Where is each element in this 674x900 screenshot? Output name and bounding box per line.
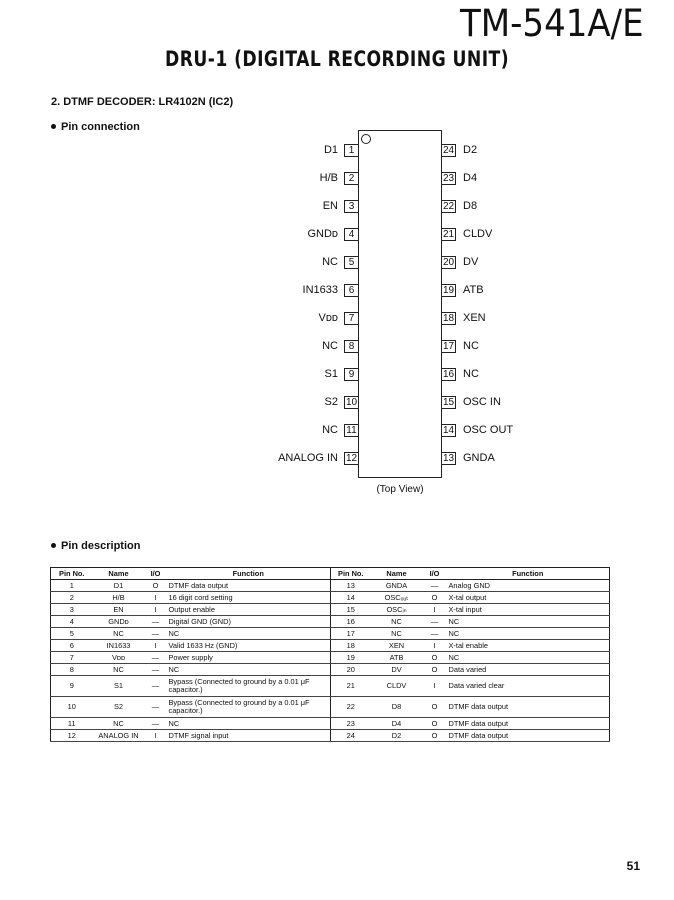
table-cell: X-tal output — [447, 592, 610, 604]
ic-pin-label: ATB — [463, 284, 484, 296]
ic-pin-3: 3 — [344, 200, 358, 213]
table-cell: D1 — [93, 580, 145, 592]
ic-pin-14: 14 — [442, 425, 455, 436]
table-cell: ANALOG IN — [93, 730, 145, 742]
ic-pin-label: NC — [322, 340, 338, 352]
table-cell: ATB — [371, 652, 423, 664]
top-view-label: (Top View) — [376, 484, 424, 495]
table-cell: D4 — [371, 718, 423, 730]
table-cell: OSCᵢₙ — [371, 604, 423, 616]
table-cell: 14 — [331, 592, 371, 604]
col-header: I/O — [145, 568, 167, 580]
table-cell: 21 — [331, 676, 371, 697]
ic-pin-13: 13 — [442, 453, 455, 464]
ic-pin-label: GNDA — [463, 452, 495, 464]
ic-pin-label: S1 — [324, 368, 338, 380]
table-cell: Bypass (Connected to ground by a 0.01 μF capacitor.) — [167, 697, 331, 718]
table-cell: NC — [167, 628, 331, 640]
table-cell: NC — [447, 652, 610, 664]
table-cell: 5 — [51, 628, 93, 640]
table-cell: — — [145, 652, 167, 664]
table-cell: 7 — [51, 652, 93, 664]
table-cell: 3 — [51, 604, 93, 616]
table-cell: NC — [93, 664, 145, 676]
table-row — [51, 580, 610, 592]
ic-pin-label: NC — [322, 256, 338, 268]
table-cell: NC — [93, 628, 145, 640]
ic-pin-2: 2 — [344, 172, 358, 185]
table-cell: O — [423, 697, 447, 718]
ic-pin-7: 7 — [344, 312, 358, 325]
table-cell: Output enable — [167, 604, 331, 616]
table-row — [51, 676, 610, 697]
table-cell: Vᴅᴅ — [93, 652, 145, 664]
ic-pin-6: 6 — [344, 284, 358, 297]
ic-pin-label: CLDV — [463, 228, 493, 240]
table-cell: NC — [371, 628, 423, 640]
ic-pin-label: D2 — [463, 144, 478, 156]
ic-pin-19: 19 — [442, 285, 455, 296]
table-cell: Data varied clear — [447, 676, 610, 697]
table-row — [51, 616, 610, 628]
table-cell: 2 — [51, 592, 93, 604]
table-cell: Digital GND (GND) — [167, 616, 331, 628]
ic-pin-label: IN1633 — [302, 284, 338, 296]
table-cell: O — [145, 580, 167, 592]
ic-pin-label: NC — [463, 340, 479, 352]
table-cell: D2 — [371, 730, 423, 742]
table-cell: XEN — [371, 640, 423, 652]
ic-pin-1: 1 — [344, 144, 358, 157]
table-cell: I — [423, 676, 447, 697]
ic-pin-5: 5 — [344, 256, 358, 269]
table-cell: 20 — [331, 664, 371, 676]
table-row — [51, 697, 610, 718]
table-cell: 11 — [51, 718, 93, 730]
col-header: Name — [371, 568, 423, 580]
table-cell: — — [145, 697, 167, 718]
pin-connection-label: Pin connection — [61, 121, 140, 133]
table-cell: — — [145, 628, 167, 640]
table-cell: OSCₒᵤₜ — [371, 592, 423, 604]
table-cell: — — [145, 664, 167, 676]
ic-pin-label: XEN — [463, 312, 486, 324]
table-cell: 22 — [331, 697, 371, 718]
table-cell: DTMF data output — [447, 697, 610, 718]
table-cell: — — [423, 628, 447, 640]
table-cell: EN — [93, 604, 145, 616]
table-cell: NC — [447, 628, 610, 640]
col-header: Pin No. — [331, 568, 371, 580]
ic-pin-label: GNDᴅ — [307, 228, 338, 240]
table-cell: IN1633 — [93, 640, 145, 652]
table-cell: NC — [167, 664, 331, 676]
table-cell: NC — [447, 616, 610, 628]
table-cell: X-tal enable — [447, 640, 610, 652]
table-cell: — — [423, 580, 447, 592]
table-cell: I — [423, 640, 447, 652]
table-cell: 4 — [51, 616, 93, 628]
ic-package-body — [358, 130, 442, 478]
ic-pin-24: 24 — [442, 145, 455, 156]
table-row — [51, 652, 610, 664]
table-cell: — — [145, 676, 167, 697]
ic-pin-16: 16 — [442, 369, 455, 380]
bullet-icon — [51, 543, 56, 548]
table-cell: 16 digit cord setting — [167, 592, 331, 604]
ic-pin-23: 23 — [442, 173, 455, 184]
section-heading: 2. DTMF DECODER: LR4102N (IC2) — [51, 96, 234, 108]
table-row — [51, 640, 610, 652]
ic-pin-12: 12 — [345, 453, 358, 464]
table-cell: Data varied — [447, 664, 610, 676]
table-cell: DTMF data output — [447, 730, 610, 742]
table-cell: S2 — [93, 697, 145, 718]
table-cell: I — [145, 640, 167, 652]
pin1-marker-icon — [361, 134, 371, 144]
table-cell: Valid 1633 Hz (GND) — [167, 640, 331, 652]
table-cell: — — [423, 616, 447, 628]
table-cell: O — [423, 730, 447, 742]
col-header: Pin No. — [51, 568, 93, 580]
pin-description-label: Pin description — [61, 540, 141, 552]
table-cell: 8 — [51, 664, 93, 676]
ic-pin-15: 15 — [442, 397, 455, 408]
ic-pin-label: S2 — [324, 396, 338, 408]
table-cell: D8 — [371, 697, 423, 718]
table-cell: 10 — [51, 697, 93, 718]
ic-pin-18: 18 — [442, 313, 455, 324]
table-row — [51, 730, 610, 742]
pin-description-table — [50, 567, 610, 742]
ic-pin-4: 4 — [344, 228, 358, 241]
ic-pin-17: 17 — [442, 341, 455, 352]
table-row — [51, 628, 610, 640]
ic-pin-21: 21 — [442, 229, 455, 240]
ic-pin-label: DV — [463, 256, 479, 268]
table-cell: DV — [371, 664, 423, 676]
table-cell: 23 — [331, 718, 371, 730]
table-cell: 19 — [331, 652, 371, 664]
table-cell: 9 — [51, 676, 93, 697]
table-row — [51, 718, 610, 730]
ic-pin-9: 9 — [344, 368, 358, 381]
table-cell: O — [423, 592, 447, 604]
table-row — [51, 664, 610, 676]
ic-pin-10: 10 — [345, 397, 358, 408]
col-header: Function — [447, 568, 610, 580]
table-cell: I — [145, 730, 167, 742]
ic-pin-label: Vᴅᴅ — [318, 312, 338, 324]
table-cell: 1 — [51, 580, 93, 592]
table-cell: DTMF signal input — [167, 730, 331, 742]
table-cell: H/B — [93, 592, 145, 604]
table-cell: GNDᴅ — [93, 616, 145, 628]
table-cell: NC — [371, 616, 423, 628]
table-cell: I — [145, 592, 167, 604]
table-cell: I — [145, 604, 167, 616]
table-cell: X-tal input — [447, 604, 610, 616]
table-cell: 17 — [331, 628, 371, 640]
ic-pin-label: D4 — [463, 172, 478, 184]
page-title: DRU-1 (DIGITAL RECORDING UNIT) — [164, 47, 509, 71]
col-header: Name — [93, 568, 145, 580]
col-header: Function — [167, 568, 331, 580]
table-cell: NC — [93, 718, 145, 730]
ic-pin-20: 20 — [442, 257, 455, 268]
table-cell: DTMF data output — [447, 718, 610, 730]
table-cell: GNDA — [371, 580, 423, 592]
table-cell: 16 — [331, 616, 371, 628]
table-cell: I — [423, 604, 447, 616]
pin-connection-heading — [51, 121, 140, 133]
table-cell: 24 — [331, 730, 371, 742]
table-cell: CLDV — [371, 676, 423, 697]
ic-pin-label: ANALOG IN — [278, 452, 338, 464]
table-header-row — [51, 568, 610, 580]
ic-pin-label: NC — [463, 368, 479, 380]
ic-pin-label: OSC OUT — [463, 424, 514, 436]
ic-pin-label: D8 — [463, 200, 478, 212]
table-row — [51, 604, 610, 616]
table-cell: Power supply — [167, 652, 331, 664]
ic-pin-label: D1 — [323, 144, 338, 156]
page-number: 51 — [626, 859, 640, 873]
table-cell: — — [145, 616, 167, 628]
table-cell: O — [423, 718, 447, 730]
ic-pin-8: 8 — [344, 340, 358, 353]
ic-pin-11: 11 — [344, 424, 358, 437]
table-cell: O — [423, 652, 447, 664]
table-cell: Bypass (Connected to ground by a 0.01 μF capacitor.) — [167, 676, 331, 697]
table-cell: 18 — [331, 640, 371, 652]
table-cell: S1 — [93, 676, 145, 697]
col-header: I/O — [423, 568, 447, 580]
table-cell: 6 — [51, 640, 93, 652]
table-cell: 15 — [331, 604, 371, 616]
table-cell: 13 — [331, 580, 371, 592]
table-cell: NC — [167, 718, 331, 730]
table-cell: — — [145, 718, 167, 730]
ic-pin-label: OSC IN — [463, 396, 501, 408]
ic-pin-label: NC — [322, 424, 338, 436]
model-number: TM-541A/E — [460, 2, 644, 45]
ic-pin-label: EN — [322, 200, 338, 212]
table-cell: O — [423, 664, 447, 676]
ic-pin-label: H/B — [319, 172, 338, 184]
table-cell: DTMF data output — [167, 580, 331, 592]
pin-description-heading — [51, 540, 140, 552]
bullet-icon — [51, 124, 56, 129]
table-cell: 12 — [51, 730, 93, 742]
table-row — [51, 592, 610, 604]
table-cell: Analog GND — [447, 580, 610, 592]
ic-pin-22: 22 — [442, 201, 455, 212]
